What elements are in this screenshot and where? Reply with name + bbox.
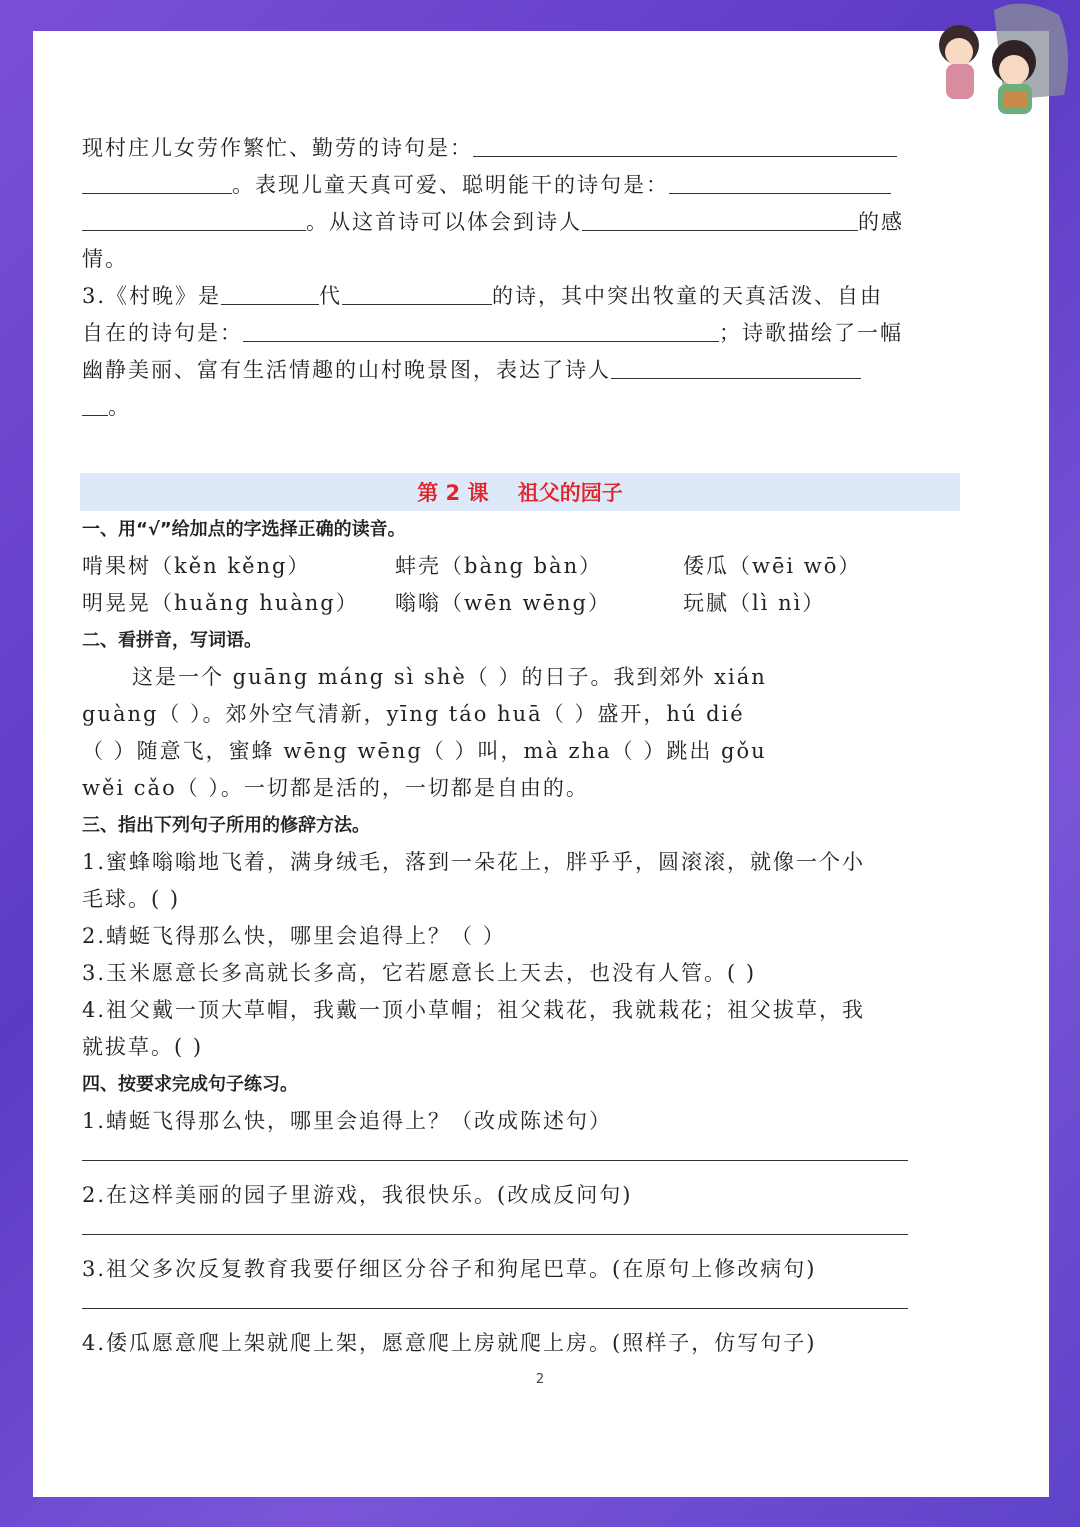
answer-line[interactable] xyxy=(82,1214,934,1251)
answer-blank[interactable] xyxy=(82,171,232,194)
answer-blank[interactable] xyxy=(221,282,319,305)
pinyin-item[interactable]: 嗡嗡（wēn wēng） xyxy=(395,591,611,615)
answer-line[interactable] xyxy=(82,1288,934,1325)
answer-blank[interactable] xyxy=(669,171,891,194)
text-line: 现村庄儿女劳作繁忙、勤劳的诗句是： xyxy=(82,136,473,160)
pinyin-item[interactable]: 明晃晃（huǎng huàng） xyxy=(82,591,359,615)
question-text: 2.在这样美丽的园子里游戏，我很快乐。(改成反问句) xyxy=(82,1183,633,1207)
text-line: 代 xyxy=(319,284,343,308)
section-heading: 四、按要求完成句子练习。 xyxy=(82,1074,298,1095)
text-line: wěi cǎo（ ）。一切都是活的，一切都是自由的。 xyxy=(82,776,589,800)
worksheet-content xyxy=(82,130,934,426)
text-line: 3.玉米愿意长多高就长多高，它若愿意长上天去，也没有人管。( ) xyxy=(82,961,757,985)
text-line: 。 xyxy=(108,395,131,419)
answer-blank[interactable] xyxy=(473,134,897,157)
lesson-title-banner xyxy=(80,473,960,511)
text-line: 幽静美丽、富有生活情趣的山村晚景图，表达了诗人 xyxy=(82,358,611,382)
text-line: 4.祖父戴一顶大草帽，我戴一顶小草帽；祖父栽花，我就栽花；祖父拔草，我 xyxy=(82,998,866,1022)
text-line: 3.《村晚》是 xyxy=(82,284,222,308)
page-number: 2 xyxy=(535,1372,545,1387)
answer-blank[interactable] xyxy=(82,393,108,416)
text-line: 毛球。( ) xyxy=(82,887,181,911)
section-heading: 二、看拼音，写词语。 xyxy=(82,630,262,651)
pinyin-item[interactable]: 啃果树（kěn kěng） xyxy=(82,554,311,578)
pinyin-item[interactable]: 蚌壳（bàng bàn） xyxy=(395,554,603,578)
question-text: 4.倭瓜愿意爬上架就爬上架，愿意爬上房就爬上房。(照样子，仿写句子) xyxy=(82,1331,817,1355)
pinyin-row xyxy=(82,585,934,622)
section-heading: 一、用“√”给加点的字选择正确的读音。 xyxy=(82,519,406,540)
text-line: 1.蜜蜂嗡嗡地飞着，满身绒毛，落到一朵花上，胖乎乎，圆滚滚，就像一个小 xyxy=(82,850,866,874)
text-line: 的感 xyxy=(858,210,904,234)
pinyin-item[interactable]: 倭瓜（wēi wō） xyxy=(683,554,862,578)
lesson-title: 祖父的园子 xyxy=(517,481,623,505)
answer-blank[interactable] xyxy=(342,282,492,305)
pinyin-item[interactable]: 玩腻（lì nì） xyxy=(683,591,826,615)
answer-blank[interactable] xyxy=(582,208,858,231)
lesson-exercises xyxy=(82,511,934,1362)
text-line: 2.蜻蜓飞得那么快，哪里会追得上？（ ） xyxy=(82,924,506,948)
answer-blank[interactable] xyxy=(82,208,306,231)
pinyin-row xyxy=(82,548,934,585)
section-heading: 三、指出下列句子所用的修辞方法。 xyxy=(82,815,370,836)
lesson-number: 第 2 课 xyxy=(417,481,489,505)
text-line: 情。 xyxy=(82,247,128,271)
text-line: ；诗歌描绘了一幅 xyxy=(719,321,903,345)
text-line: （ ）随意飞，蜜蜂 wēng wēng（ ）叫，mà zha（ ）跳出 gǒu xyxy=(82,739,767,763)
text-line: 的诗，其中突出牧童的天真活泼、自由 xyxy=(492,284,884,308)
answer-blank[interactable] xyxy=(611,356,861,379)
answer-blank[interactable] xyxy=(243,319,719,342)
question-text: 1.蜻蜓飞得那么快，哪里会追得上？（改成陈述句） xyxy=(82,1109,613,1133)
text-line: 。表现儿童天真可爱、聪明能干的诗句是： xyxy=(232,173,669,197)
text-line: 自在的诗句是： xyxy=(82,321,243,345)
text-line: 。从这首诗可以体会到诗人 xyxy=(306,210,582,234)
text-line: 这是一个 guāng máng sì shè（ ）的日子。我到郊外 xián xyxy=(132,665,767,689)
children-reading-illustration xyxy=(924,0,1074,125)
text-line: guàng（ ）。郊外空气清新，yīng táo huā（ ）盛开，hú dié xyxy=(82,702,745,726)
question-text: 3.祖父多次反复教育我要仔细区分谷子和狗尾巴草。(在原句上修改病句) xyxy=(82,1257,817,1281)
answer-line[interactable] xyxy=(82,1140,934,1177)
text-line: 就拔草。( ) xyxy=(82,1035,204,1059)
